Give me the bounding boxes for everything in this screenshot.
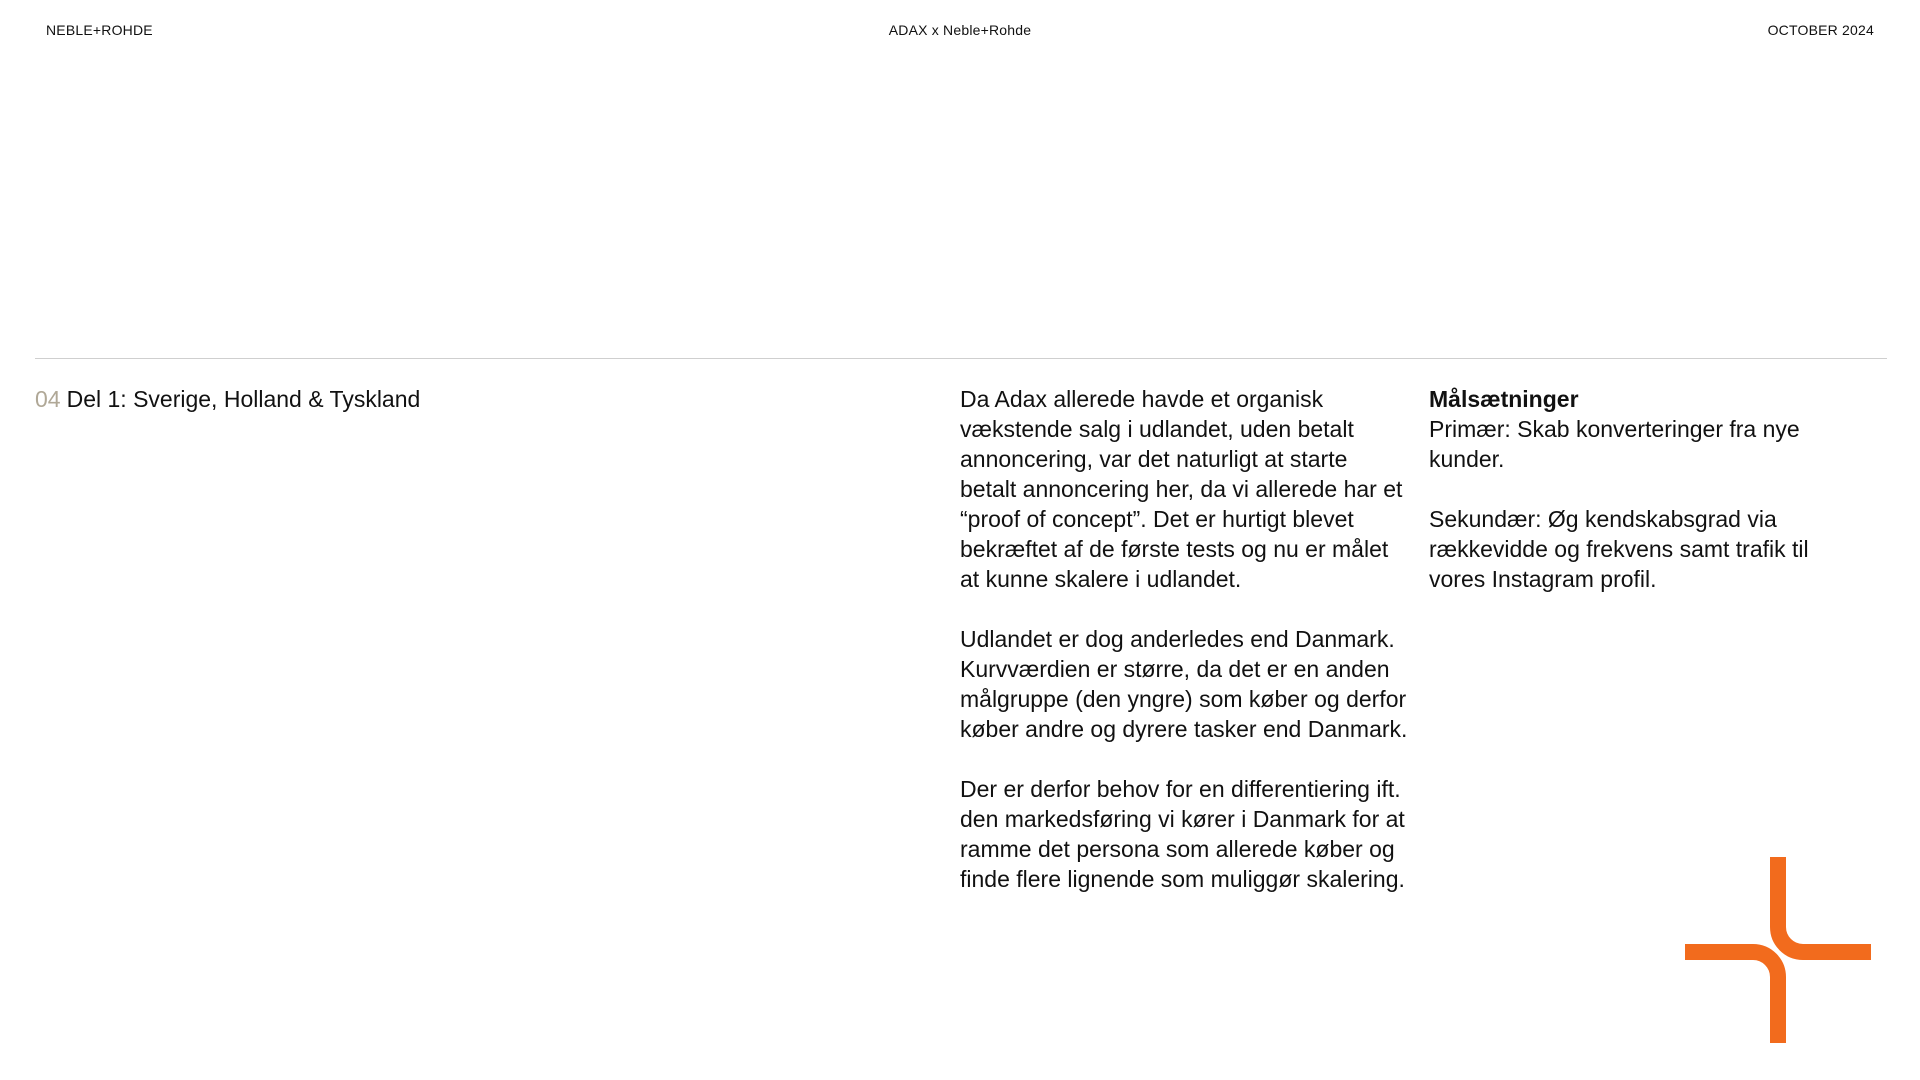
- section-heading: [35, 384, 420, 414]
- goal-primary: Primær: Skab konverteringer fra nye kunder.: [1429, 416, 1800, 472]
- document-title: ADAX x Neble+Rohde: [888, 22, 1032, 38]
- top-bar: [46, 20, 1874, 40]
- logo-arc-bottom: [1685, 952, 1778, 1043]
- logo-arc-top: [1778, 857, 1871, 952]
- body-paragraph-1: Da Adax allerede havde et organisk vækstende salg i udlandet, uden betalt annoncering, var det naturligt at starte betalt annoncering her, da vi allerede har et “proof of concept”. Det er hurtigt blevet bekræftet af de første tests og nu er målet at kunne skalere i udlandet.: [960, 386, 1403, 592]
- section-title: Del 1: Sverige, Holland & Tyskland: [66, 386, 421, 412]
- body-column: [960, 384, 1410, 924]
- section-divider: [35, 358, 1887, 359]
- goals-heading: Målsætninger: [1429, 386, 1579, 412]
- body-paragraph-2: Udlandet er dog anderledes end Danmark. Kurvværdien er større, da det er en anden målgruppe (den yngre) som køber og derfor køber andre og dyrere tasker end Danmark.: [960, 626, 1408, 742]
- brand-name: NEBLE+ROHDE: [46, 22, 153, 38]
- goals-column: [1429, 384, 1869, 624]
- body-paragraph-3: Der er derfor behov for en differentiering ift. den markedsføring vi kører i Danmark for at ramme det persona som allerede køber og finde flere lignende som muliggør skalering.: [960, 776, 1405, 892]
- document-date: OCTOBER 2024: [1767, 22, 1874, 38]
- section-number: 04: [35, 386, 61, 412]
- goal-secondary: Sekundær: Øg kendskabsgrad via rækkevidde og frekvens samt trafik til vores Instagram profil.: [1429, 506, 1809, 592]
- plus-mark-icon: [1685, 857, 1871, 1043]
